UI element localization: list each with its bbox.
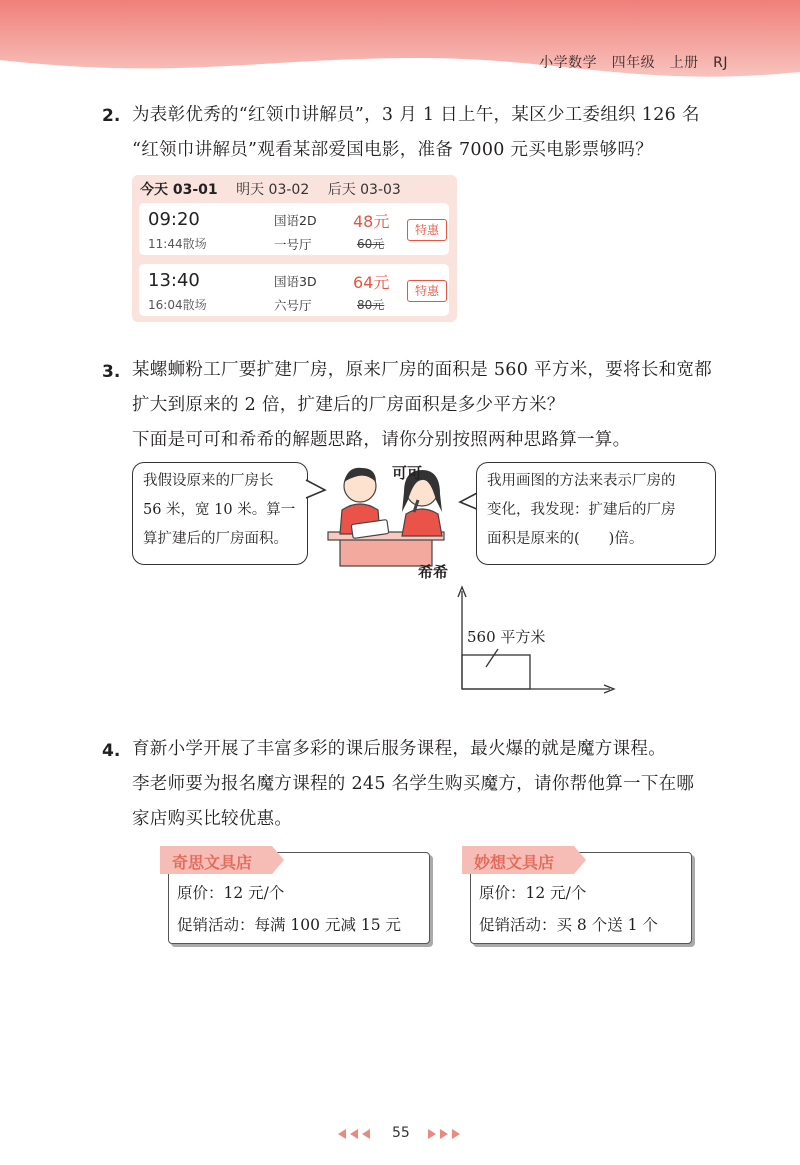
movie-ticket-card: [132, 175, 457, 322]
hall-name: 一号厅: [274, 237, 312, 252]
language-format: 国语2D: [274, 213, 317, 228]
header-banner: [0, 0, 800, 90]
discount-price: 64元: [353, 273, 390, 292]
bubble-line: 算扩建后的厂房面积。: [143, 531, 288, 547]
prev-arrows-icon: [336, 1128, 378, 1140]
question-4-text-line-3: 家店购买比较优惠。: [132, 809, 293, 829]
shop-price: 原价：12 元/个: [177, 884, 285, 902]
showtime-row: [139, 264, 449, 316]
showtime-row: [139, 203, 449, 255]
tab-day-after: 后天 03-03: [327, 182, 401, 198]
shop-name: 奇思文具店: [172, 853, 253, 872]
start-time: 09:20: [148, 209, 200, 230]
area-label: 560 平方米: [467, 628, 546, 646]
shop-promotion: 促销活动：买 8 个送 1 个: [479, 916, 658, 934]
tab-tomorrow: 明天 03-02: [236, 182, 310, 198]
bubble-line: 我假设原来的厂房长: [143, 473, 274, 489]
end-time: 16:04散场: [148, 298, 207, 312]
question-3-text-line-1: 某螺蛳粉工厂要扩建厂房，原来厂房的面积是 560 平方米，要将长和宽都: [132, 360, 713, 380]
question-4-text-line-1: 育新小学开展了丰富多彩的课后服务课程，最火爆的就是魔方课程。: [132, 739, 666, 759]
question-4-number: 4.: [102, 741, 121, 761]
bubble-line: 面积是原来的( )倍。: [487, 531, 644, 547]
keke-name: 可可: [392, 464, 423, 482]
date-tabs: [140, 179, 415, 199]
shop-price: 原价：12 元/个: [479, 884, 587, 902]
question-3-text-line-3: 下面是可可和希希的解题思路，请你分别按照两种思路算一算。: [132, 430, 631, 450]
end-time: 11:44散场: [148, 237, 207, 251]
start-time: 13:40: [148, 270, 200, 291]
question-4-text-line-2: 李老师要为报名魔方课程的 245 名学生购买魔方，请你帮他算一下在哪: [132, 774, 695, 794]
question-2-text-line-1: 为表彰优秀的“红领巾讲解员”，3 月 1 日上午，某区少工委组织 126 名: [132, 105, 700, 125]
bubble-line: 我用画图的方法来表示厂房的: [487, 473, 676, 489]
discount-price: 48元: [353, 212, 390, 231]
tab-today: 今天 03-01: [140, 182, 218, 198]
special-offer-badge: 特惠: [407, 280, 447, 302]
bubble-line: 变化，我发现：扩建后的厂房: [487, 502, 676, 518]
language-format: 国语3D: [274, 274, 317, 289]
xixi-name: 希希: [418, 563, 449, 581]
hall-name: 六号厅: [274, 298, 312, 313]
book-info: 小学数学 四年级 上册 RJ: [539, 55, 728, 71]
xixi-speech-bubble: [476, 462, 716, 565]
shop-promotion: 促销活动：每满 100 元减 15 元: [177, 916, 402, 934]
shop-name: 妙想文具店: [474, 853, 555, 872]
question-3-number: 3.: [102, 362, 121, 382]
original-price: 80元: [357, 298, 385, 312]
question-2-number: 2.: [102, 106, 121, 126]
bubble-line: 56 米，宽 10 米。算一: [143, 502, 296, 518]
question-3-text-line-2: 扩大到原来的 2 倍，扩建后的厂房面积是多少平方米？: [132, 395, 565, 415]
next-arrows-icon: [426, 1128, 468, 1140]
special-offer-badge: 特惠: [407, 219, 447, 241]
question-2-text-line-2: “红领巾讲解员”观看某部爱国电影，准备 7000 元买电影票够吗？: [132, 140, 653, 160]
keke-speech-bubble: [132, 462, 308, 565]
original-price: 60元: [357, 237, 385, 251]
page-number: 55: [392, 1125, 410, 1141]
